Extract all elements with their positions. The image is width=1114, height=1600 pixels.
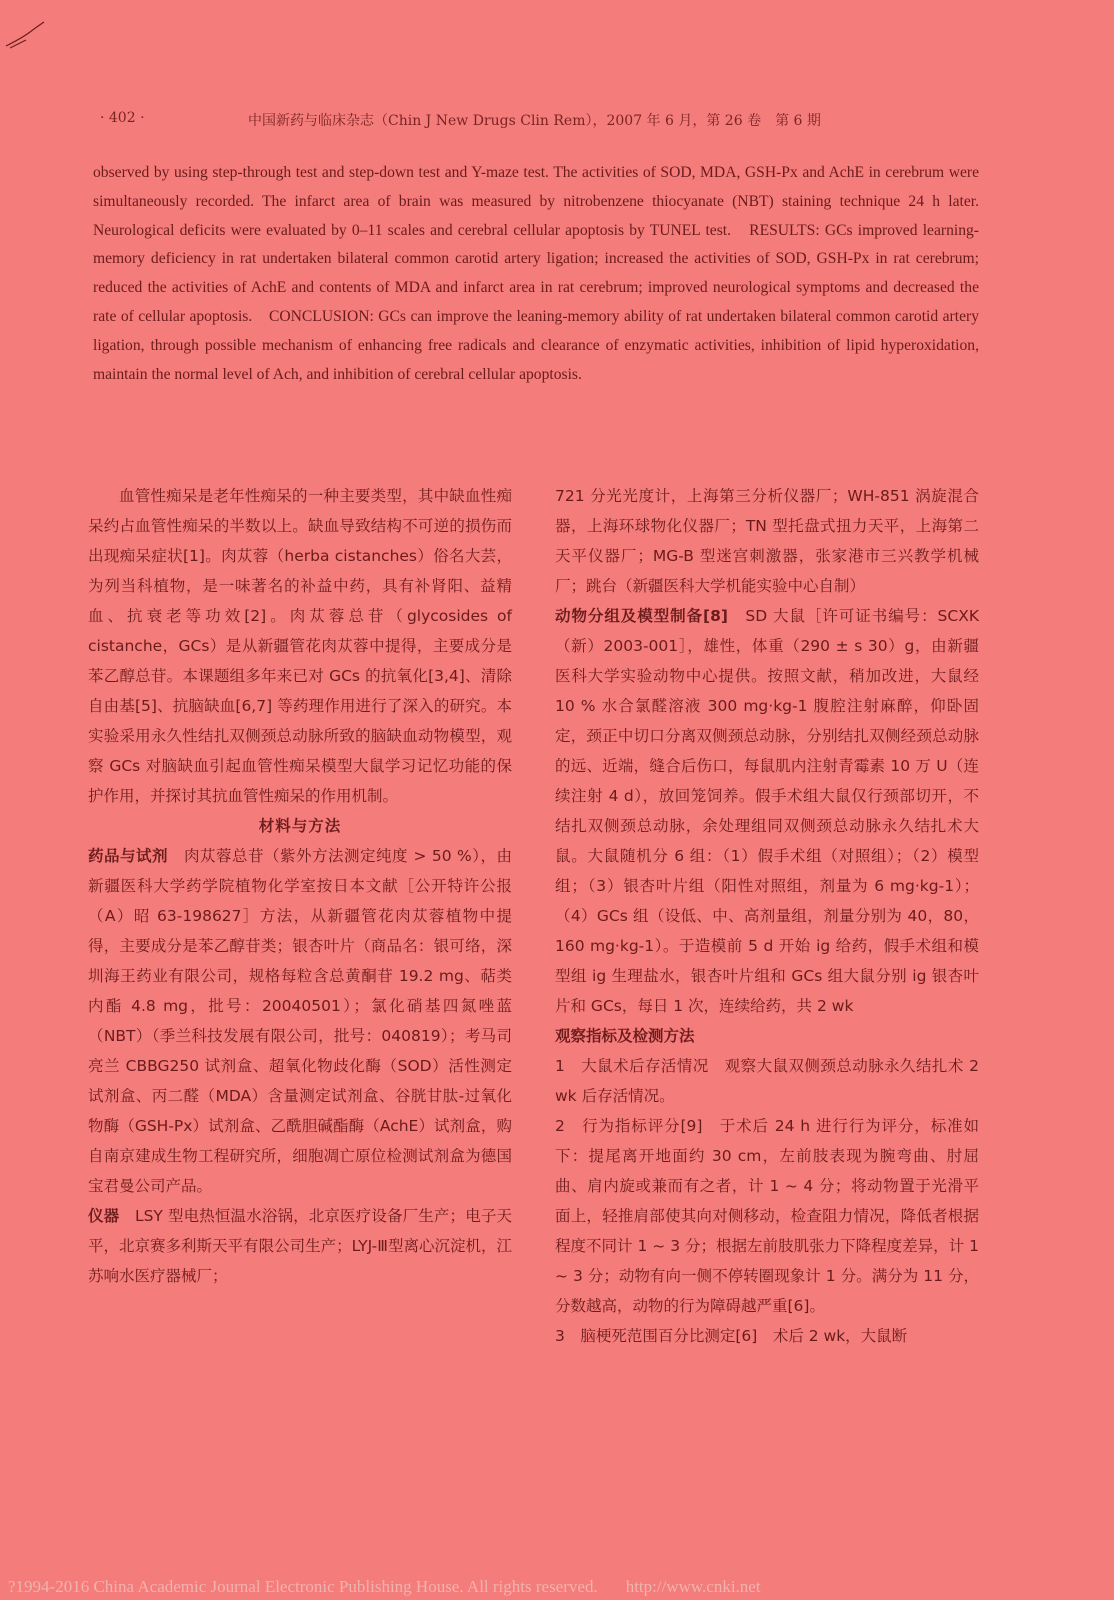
drugs-label: 药品与试剂 (88, 847, 169, 865)
introduction-paragraph: 血管性痴呆是老年性痴呆的一种主要类型，其中缺血性痴呆约占血管性痴呆的半数以上。缺血导致结构不可逆的损伤而出现痴呆症状[1]。肉苁蓉（herba cistanches）俗名大芸，为列当科植物，是一味著名的补益中药，具有补肾阳、益精血、抗衰老等功效[2]。肉苁蓉总苷（glycosides of cistanche，GCs）是从新疆管花肉苁蓉中提得，主要成分是苯乙醇总苷。本课题组多年来已对 GCs 的抗氧化[3,4]、清除自由基[5]、抗脑缺血[6,7] 等药理作用进行了深入的研究。本实验采用永久性结扎双侧颈总动脉所致的脑缺血动物模型，观察 GCs 对脑缺血引起血管性痴呆模型大鼠学习记忆功能的保护作用，并探讨其抗血管性痴呆的作用机制。 (88, 487, 512, 805)
left-column (88, 481, 512, 1291)
animal-text: SD 大鼠［许可证书编号：SCXK（新）2003-001］，雄性，体重（290 ± s 30）g，由新疆医科大学实验动物中心提供。按照文献，稍加改进，大鼠经 10 % 水合氯醛溶液 300 mg·kg-1 腹腔注射麻醉，仰卧固定，颈正中切口分离双侧颈总动脉，分别结扎双侧经颈总动脉的远、近端，缝合后伤口，每鼠肌内注射青霉素 10 万 U（连续注射 4 d），放回笼饲养。假手术组大鼠仅行颈部切开，不结扎双侧颈总动脉，余处理组同双侧颈总动脉永久结扎术大鼠。大鼠随机分 6 组：（1）假手术组（对照组）；（2）模型组；（3）银杏叶片组（阳性对照组，剂量为 6 mg·kg-1）；（4）GCs 组（设低、中、高剂量组，剂量分别为 40，80，160 mg·kg-1）。于造模前 5 d 开始 ig 给药，假手术组和模型组 ig 生理盐水，银杏叶片组和 GCs 组大鼠分别 ig 银杏叶片和 GCs，每日 1 次，连续给药，共 2 wk (555, 607, 979, 1015)
observation-heading: 观察指标及检测方法 (555, 1027, 695, 1045)
observation-item-2: 2 行为指标评分[9] 于术后 24 h 进行行为评分，标准如下：提尾离开地面约 30 cm，左前肢表现为腕弯曲、肘屈曲、肩内旋或兼而有之者，计 1 ~ 4 分；将动物置于光滑平面上，轻推肩部使其向对侧移动，检查阻力情况，降低者根据程度不同计 1 ~ 3 分；根据左前肢肌张力下降程度差异，计 1 ~ 3 分；动物有向一侧不停转圈现象计 1 分。满分为 11 分，分数越高，动物的行为障碍越严重[6]。 (555, 1117, 979, 1315)
footer-url: http://www.cnki.net (625, 1577, 761, 1596)
animal-label: 动物分组及模型制备[8] (555, 607, 728, 625)
english-abstract (93, 159, 979, 389)
observation-item-1: 1 大鼠术后存活情况 观察大鼠双侧颈总动脉永久结扎术 2 wk 后存活情况。 (555, 1057, 979, 1105)
observation-item-3: 3 脑梗死范围百分比测定[6] 术后 2 wk，大鼠断 (555, 1327, 908, 1345)
instruments-continued: 721 分光光度计，上海第三分析仪器厂；WH-851 涡旋混合器，上海环球物化仪器厂；TN 型托盘式扭力天平，上海第二天平仪器厂；MG-B 型迷宫刺激器，张家港市三兴教学机械厂；跳台（新疆医科大学机能实验中心自制） (555, 487, 979, 595)
page-number: · 402 · (100, 110, 145, 126)
copyright-text: ?1994-2016 China Academic Journal Electronic Publishing House. All rights reserved. (8, 1577, 598, 1596)
instruments-label: 仪器 (88, 1207, 120, 1225)
drugs-paragraph (88, 841, 512, 1201)
right-column (555, 481, 979, 1351)
instruments-paragraph (88, 1201, 512, 1291)
section-title-materials-methods: 材料与方法 (258, 817, 342, 835)
animal-paragraph (555, 601, 979, 1021)
drugs-text: 肉苁蓉总苷（紫外方法测定纯度 > 50 %），由新疆医科大学药学院植物化学室按日本文献［公开特许公报（A）昭 63-198627］方法，从新疆管花肉苁蓉植物中提得，主要成分是苯乙醇苷类；银杏叶片（商品名：银可络，深圳海王药业有限公司，规格每粒含总黄酮苷 19.2 mg、萜类内酯 4.8 mg，批号：20040501）；氯化硝基四氮唑蓝（NBT）（季兰科技发展有限公司，批号：040819）；考马司亮兰 CBBG250 试剂盒、超氧化物歧化酶（SOD）活性测定试剂盒、丙二醛（MDA）含量测定试剂盒、谷胱甘肽-过氧化物酶（GSH-Px）试剂盒、乙酰胆碱酯酶（AchE）试剂盒，购自南京建成生物工程研究所，细胞凋亡原位检测试剂盒为德国宝君曼公司产品。 (88, 847, 512, 1195)
abstract-text: observed by using step-through test and step-down test and Y-maze test. The activities of SOD, MDA, GSH-Px and AchE in cerebrum were simultaneously recorded. The infarct area of brain was measured by nitrobenzene thiocyanate (NBT) staining technique 24 h later. Neurological deficits were evaluated by 0–11 scales and cerebral cellular apoptosis by TUNEL test. RESULTS: GCs improved learning-memory deficiency in rat undertaken bilateral common carotid artery ligation; increased the activities of SOD, GSH-Px in rat cerebrum; reduced the activities of AchE and contents of MDA and infarct area in rat cerebrum; improved neurological symptoms and decreased the rate of cellular apoptosis. CONCLUSION: GCs can improve the leaning-memory ability of rat undertaken bilateral common carotid artery ligation, through possible mechanism of enhancing free radicals and clearance of enzymatic activities, inhibition of lipid hyperoxidation, maintain the normal level of Ach, and inhibition of cerebral cellular apoptosis. (93, 164, 979, 383)
instruments-text: LSY 型电热恒温水浴锅，北京医疗设备厂生产；电子天平，北京赛多利斯天平有限公司生产；LYJ-Ⅲ型离心沉淀机，江苏响水医疗器械厂； (88, 1207, 512, 1285)
journal-citation: 中国新药与临床杂志（Chin J New Drugs Clin Rem），2007 年 6 月，第 26 卷 第 6 期 (248, 113, 821, 129)
copyright-footer (8, 1577, 761, 1597)
ink-scribble-mark (4, 18, 46, 52)
